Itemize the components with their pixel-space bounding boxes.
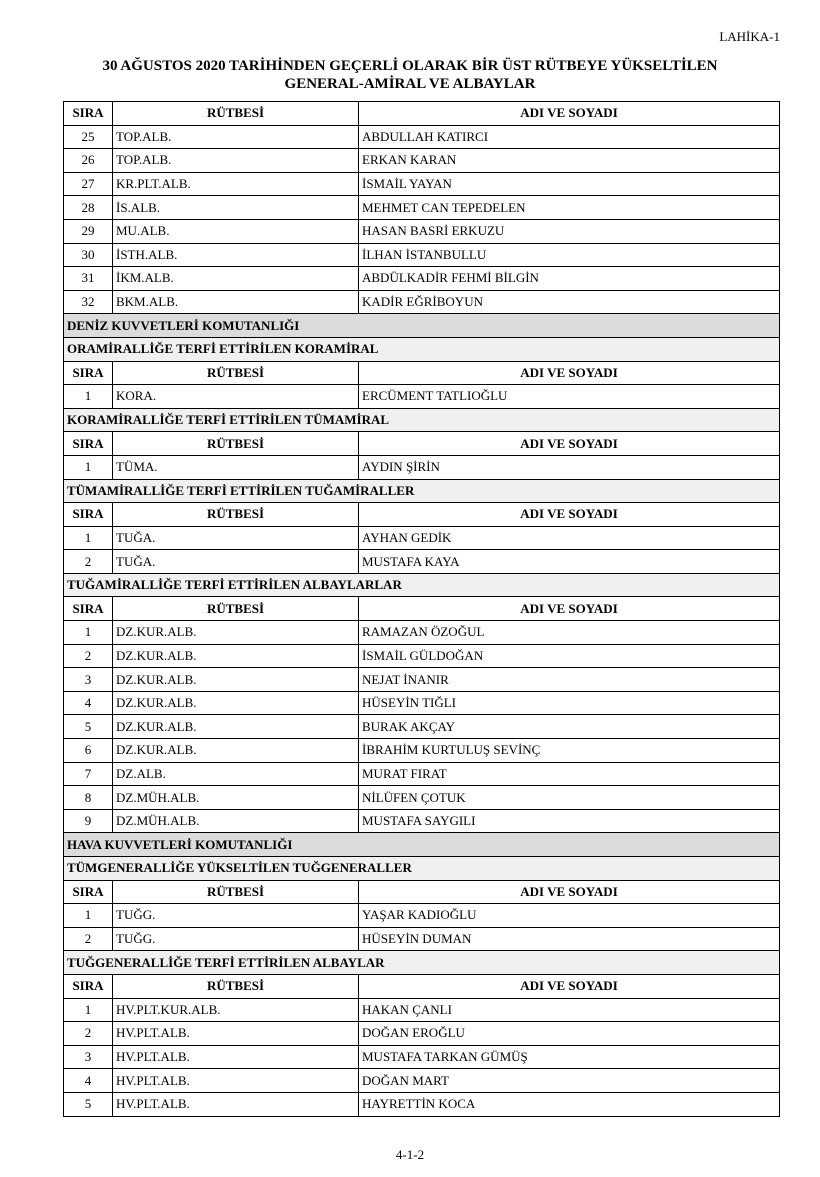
table-header-row	[64, 974, 780, 998]
table-row	[64, 668, 780, 692]
header-sira: SIRA	[64, 361, 113, 385]
cell-adi-soyadi: İSMAİL YAYAN	[359, 172, 780, 196]
header-rutbesi: RÜTBESİ	[113, 102, 359, 126]
cell-sira: 5	[64, 715, 113, 739]
cell-sira: 8	[64, 786, 113, 810]
table-header-row	[64, 432, 780, 456]
cell-adi-soyadi: HÜSEYİN TIĞLI	[359, 691, 780, 715]
cell-sira: 31	[64, 267, 113, 291]
header-rutbesi: RÜTBESİ	[113, 974, 359, 998]
cell-adi-soyadi: NEJAT İNANIR	[359, 668, 780, 692]
page-number: 4-1-2	[395, 1147, 425, 1162]
header-sira: SIRA	[64, 880, 113, 904]
cell-sira: 2	[64, 644, 113, 668]
cell-sira: 1	[64, 385, 113, 409]
cell-sira: 29	[64, 219, 113, 243]
header-rutbesi: RÜTBESİ	[113, 432, 359, 456]
cell-adi-soyadi: ERCÜMENT TATLIOĞLU	[359, 385, 780, 409]
cell-sira: 4	[64, 1069, 113, 1093]
header-sira: SIRA	[64, 974, 113, 998]
cell-rutbesi: TUĞA.	[113, 526, 359, 550]
subsection-heading: TUĞAMİRALLİĞE TERFİ ETTİRİLEN ALBAYLARLAR	[64, 573, 780, 597]
table-row	[64, 385, 780, 409]
table-row	[64, 1045, 780, 1069]
cell-adi-soyadi: DOĞAN MART	[359, 1069, 780, 1093]
table-row	[64, 1069, 780, 1093]
header-adi-soyadi: ADI VE SOYADI	[359, 597, 780, 621]
cell-rutbesi: DZ.KUR.ALB.	[113, 644, 359, 668]
cell-rutbesi: TUĞG.	[113, 904, 359, 928]
cell-adi-soyadi: İLHAN İSTANBULLU	[359, 243, 780, 267]
table-row	[64, 715, 780, 739]
cell-rutbesi: HV.PLT.ALB.	[113, 1045, 359, 1069]
cell-rutbesi: HV.PLT.ALB.	[113, 1069, 359, 1093]
table-row	[64, 1092, 780, 1116]
cell-rutbesi: KR.PLT.ALB.	[113, 172, 359, 196]
cell-rutbesi: TOP.ALB.	[113, 149, 359, 173]
table-row	[64, 904, 780, 928]
subsection-heading-row	[64, 408, 780, 432]
cell-sira: 28	[64, 196, 113, 220]
cell-adi-soyadi: ABDÜLKADİR FEHMİ BİLGİN	[359, 267, 780, 291]
promotion-table	[63, 101, 780, 1117]
cell-sira: 9	[64, 809, 113, 833]
table-row	[64, 550, 780, 574]
cell-rutbesi: DZ.KUR.ALB.	[113, 715, 359, 739]
subsection-heading: TUĞGENERALLİĞE TERFİ ETTİRİLEN ALBAYLAR	[64, 951, 780, 975]
subsection-heading-row	[64, 951, 780, 975]
cell-adi-soyadi: MUSTAFA KAYA	[359, 550, 780, 574]
subsection-heading: TÜMGENERALLİĞE YÜKSELTİLEN TUĞGENERALLER	[64, 857, 780, 881]
cell-rutbesi: TUĞG.	[113, 927, 359, 951]
cell-rutbesi: MU.ALB.	[113, 219, 359, 243]
header-adi-soyadi: ADI VE SOYADI	[359, 432, 780, 456]
cell-adi-soyadi: DOĞAN EROĞLU	[359, 1022, 780, 1046]
subsection-heading: TÜMAMİRALLİĞE TERFİ ETTİRİLEN TUĞAMİRALLER	[64, 479, 780, 503]
cell-rutbesi: İS.ALB.	[113, 196, 359, 220]
cell-rutbesi: HV.PLT.ALB.	[113, 1022, 359, 1046]
cell-sira: 3	[64, 668, 113, 692]
table-row	[64, 243, 780, 267]
cell-adi-soyadi: ERKAN KARAN	[359, 149, 780, 173]
cell-adi-soyadi: AYDIN ŞİRİN	[359, 455, 780, 479]
table-row	[64, 762, 780, 786]
header-adi-soyadi: ADI VE SOYADI	[359, 974, 780, 998]
table-row	[64, 219, 780, 243]
header-adi-soyadi: ADI VE SOYADI	[359, 102, 780, 126]
annex-label: LAHİKA-1	[719, 29, 780, 44]
header-rutbesi: RÜTBESİ	[113, 880, 359, 904]
subsection-heading: ORAMİRALLİĞE TERFİ ETTİRİLEN KORAMİRAL	[64, 337, 780, 361]
cell-rutbesi: DZ.MÜH.ALB.	[113, 786, 359, 810]
table-header-row	[64, 102, 780, 126]
cell-adi-soyadi: YAŞAR KADIOĞLU	[359, 904, 780, 928]
cell-adi-soyadi: İBRAHİM KURTULUŞ SEVİNÇ	[359, 739, 780, 763]
table-row	[64, 149, 780, 173]
cell-rutbesi: DZ.ALB.	[113, 762, 359, 786]
cell-adi-soyadi: MUSTAFA TARKAN GÜMÜŞ	[359, 1045, 780, 1069]
subsection-heading-row	[64, 337, 780, 361]
table-row	[64, 290, 780, 314]
cell-sira: 2	[64, 1022, 113, 1046]
cell-sira: 26	[64, 149, 113, 173]
cell-sira: 4	[64, 691, 113, 715]
subsection-heading: KORAMİRALLİĞE TERFİ ETTİRİLEN TÜMAMİRAL	[64, 408, 780, 432]
table-row	[64, 125, 780, 149]
section-heading: HAVA KUVVETLERİ KOMUTANLIĞI	[64, 833, 780, 857]
section-heading-row	[64, 314, 780, 338]
document-title	[0, 57, 820, 93]
table-row	[64, 267, 780, 291]
cell-rutbesi: BKM.ALB.	[113, 290, 359, 314]
table-row	[64, 526, 780, 550]
table-row	[64, 172, 780, 196]
cell-sira: 25	[64, 125, 113, 149]
cell-rutbesi: DZ.KUR.ALB.	[113, 691, 359, 715]
cell-adi-soyadi: HAKAN ÇANLI	[359, 998, 780, 1022]
cell-rutbesi: DZ.KUR.ALB.	[113, 621, 359, 645]
header-sira: SIRA	[64, 503, 113, 527]
cell-rutbesi: TÜMA.	[113, 455, 359, 479]
cell-sira: 1	[64, 904, 113, 928]
table-row	[64, 1022, 780, 1046]
cell-rutbesi: DZ.MÜH.ALB.	[113, 809, 359, 833]
cell-rutbesi: HV.PLT.KUR.ALB.	[113, 998, 359, 1022]
cell-adi-soyadi: AYHAN GEDİK	[359, 526, 780, 550]
subsection-heading-row	[64, 573, 780, 597]
title-line-1: 30 AĞUSTOS 2020 TARİHİNDEN GEÇERLİ OLARAK BİR ÜST RÜTBEYE YÜKSELTİLEN	[102, 58, 718, 74]
header-rutbesi: RÜTBESİ	[113, 503, 359, 527]
cell-rutbesi: TOP.ALB.	[113, 125, 359, 149]
cell-rutbesi: DZ.KUR.ALB.	[113, 668, 359, 692]
header-sira: SIRA	[64, 597, 113, 621]
section-heading: DENİZ KUVVETLERİ KOMUTANLIĞI	[64, 314, 780, 338]
table-row	[64, 786, 780, 810]
cell-rutbesi: HV.PLT.ALB.	[113, 1092, 359, 1116]
cell-sira: 1	[64, 998, 113, 1022]
cell-adi-soyadi: HÜSEYİN DUMAN	[359, 927, 780, 951]
table-header-row	[64, 361, 780, 385]
cell-adi-soyadi: KADİR EĞRİBOYUN	[359, 290, 780, 314]
cell-adi-soyadi: HASAN BASRİ ERKUZU	[359, 219, 780, 243]
cell-adi-soyadi: RAMAZAN ÖZOĞUL	[359, 621, 780, 645]
table-header-row	[64, 880, 780, 904]
subsection-heading-row	[64, 857, 780, 881]
cell-adi-soyadi: ABDULLAH KATIRCI	[359, 125, 780, 149]
table-row	[64, 196, 780, 220]
header-adi-soyadi: ADI VE SOYADI	[359, 361, 780, 385]
cell-sira: 30	[64, 243, 113, 267]
cell-adi-soyadi: HAYRETTİN KOCA	[359, 1092, 780, 1116]
header-sira: SIRA	[64, 432, 113, 456]
table-row	[64, 644, 780, 668]
cell-rutbesi: İSTH.ALB.	[113, 243, 359, 267]
table-header-row	[64, 503, 780, 527]
cell-sira: 1	[64, 455, 113, 479]
cell-adi-soyadi: MUSTAFA SAYGILI	[359, 809, 780, 833]
header-adi-soyadi: ADI VE SOYADI	[359, 880, 780, 904]
cell-rutbesi: İKM.ALB.	[113, 267, 359, 291]
cell-adi-soyadi: NİLÜFEN ÇOTUK	[359, 786, 780, 810]
cell-sira: 2	[64, 927, 113, 951]
cell-adi-soyadi: BURAK AKÇAY	[359, 715, 780, 739]
section-heading-row	[64, 833, 780, 857]
cell-sira: 7	[64, 762, 113, 786]
subsection-heading-row	[64, 479, 780, 503]
table-row	[64, 927, 780, 951]
cell-adi-soyadi: MEHMET CAN TEPEDELEN	[359, 196, 780, 220]
title-line-2: GENERAL-AMİRAL VE ALBAYLAR	[284, 76, 536, 92]
table-row	[64, 621, 780, 645]
header-adi-soyadi: ADI VE SOYADI	[359, 503, 780, 527]
header-sira: SIRA	[64, 102, 113, 126]
cell-rutbesi: TUĞA.	[113, 550, 359, 574]
table-header-row	[64, 597, 780, 621]
cell-sira: 6	[64, 739, 113, 763]
cell-rutbesi: KORA.	[113, 385, 359, 409]
table-row	[64, 739, 780, 763]
table-row	[64, 691, 780, 715]
cell-sira: 32	[64, 290, 113, 314]
table-row	[64, 455, 780, 479]
table-row	[64, 998, 780, 1022]
cell-sira: 5	[64, 1092, 113, 1116]
cell-sira: 1	[64, 526, 113, 550]
table-body	[64, 102, 780, 1117]
cell-rutbesi: DZ.KUR.ALB.	[113, 739, 359, 763]
cell-adi-soyadi: MURAT FIRAT	[359, 762, 780, 786]
cell-sira: 27	[64, 172, 113, 196]
table-row	[64, 809, 780, 833]
cell-sira: 2	[64, 550, 113, 574]
cell-adi-soyadi: İSMAİL GÜLDOĞAN	[359, 644, 780, 668]
cell-sira: 1	[64, 621, 113, 645]
header-rutbesi: RÜTBESİ	[113, 597, 359, 621]
header-rutbesi: RÜTBESİ	[113, 361, 359, 385]
cell-sira: 3	[64, 1045, 113, 1069]
